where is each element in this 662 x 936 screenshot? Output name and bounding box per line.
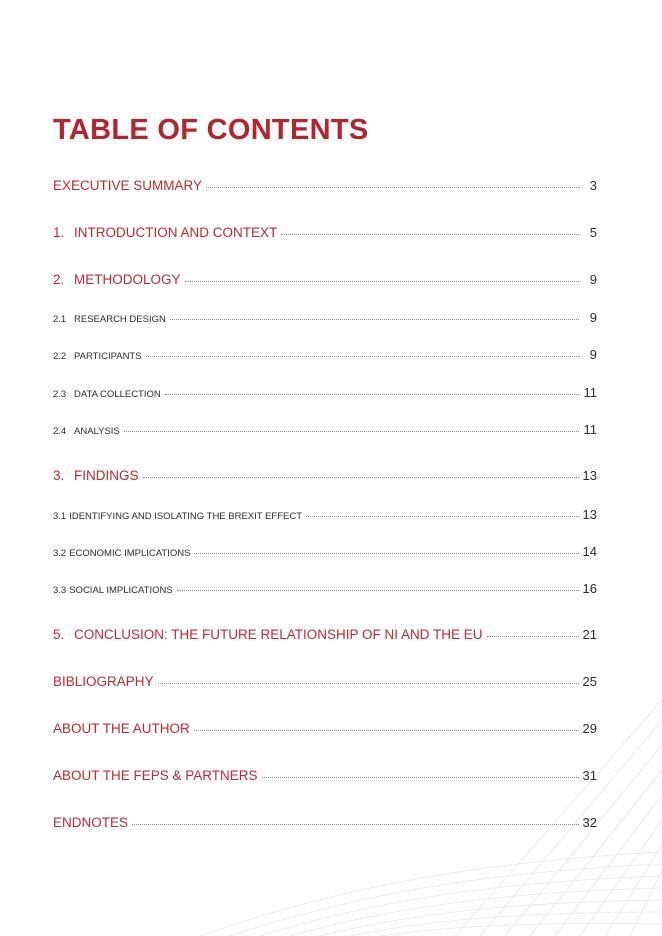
toc-entry-label: ANALYSIS — [74, 426, 120, 437]
toc-entry-number: 2.4 — [53, 426, 67, 437]
toc-leader-dots — [124, 431, 579, 432]
toc-entry-endnotes[interactable] — [53, 815, 597, 830]
toc-page-number: 9 — [589, 310, 597, 325]
toc-entry-label: CONCLUSION: THE FUTURE RELATIONSHIP OF NI AND THE EU — [74, 627, 483, 642]
toc-page-number: 21 — [582, 627, 597, 642]
toc-leader-dots — [143, 477, 579, 478]
toc-entry-executive-summary[interactable] — [53, 178, 597, 193]
toc-page-number: 13 — [582, 507, 597, 522]
page-title: TABLE OF CONTENTS — [53, 114, 369, 146]
toc-leader-dots — [206, 187, 579, 188]
toc-entry-number: 1. — [53, 225, 65, 240]
toc-entry-methodology[interactable] — [53, 272, 597, 287]
toc-entry-number: 2.3 — [53, 389, 67, 400]
toc-page-number: 9 — [589, 272, 597, 287]
toc-page-number: 25 — [582, 674, 597, 689]
toc-entry-label: PARTICIPANTS — [74, 351, 142, 362]
toc-entry-number: 3.1 — [53, 511, 67, 522]
toc-entry-label: IDENTIFYING AND ISOLATING THE BREXIT EFFECT — [69, 511, 303, 522]
toc-entry-social-implications[interactable] — [53, 581, 597, 596]
toc-leader-dots — [281, 234, 579, 235]
toc-entry-label: DATA COLLECTION — [74, 389, 161, 400]
toc-page-number: 9 — [589, 347, 597, 362]
toc-leader-dots — [185, 281, 579, 282]
toc-page-number: 3 — [589, 178, 597, 193]
toc-entry-label: INTRODUCTION AND CONTEXT — [74, 225, 278, 240]
toc-entry-label: ABOUT THE AUTHOR — [53, 721, 190, 736]
toc-entry-label: METHODOLOGY — [74, 272, 181, 287]
toc-leader-dots — [146, 356, 579, 357]
toc-entry-number: 2. — [53, 272, 65, 287]
toc-entry-number: 3.3 — [53, 585, 67, 596]
toc-page-number: 16 — [582, 581, 597, 596]
toc-entry-bibliography[interactable] — [53, 674, 597, 689]
toc-entry-number: 5. — [53, 627, 65, 642]
toc-leader-dots — [194, 553, 578, 554]
toc-entry-number: 3. — [53, 468, 65, 483]
toc-entry-label: ENDNOTES — [53, 815, 129, 830]
toc-entry-data-collection[interactable] — [53, 385, 597, 400]
toc-entry-label: SOCIAL IMPLICATIONS — [69, 585, 173, 596]
toc-entry-label: BIBLIOGRAPHY — [53, 674, 154, 689]
toc-entry-label: RESEARCH DESIGN — [74, 314, 166, 325]
toc-entry-about-feps[interactable] — [53, 768, 597, 783]
toc-leader-dots — [158, 683, 579, 684]
toc-leader-dots — [306, 516, 579, 517]
toc-page-number: 13 — [582, 468, 597, 483]
toc-entry-economic-implications[interactable] — [53, 544, 597, 559]
toc-page-number: 11 — [583, 385, 597, 400]
toc-entry-label: ABOUT THE FEPS & PARTNERS — [53, 768, 258, 783]
toc-entry-label: ECONOMIC IMPLICATIONS — [69, 548, 191, 559]
toc-entry-participants[interactable] — [53, 347, 597, 362]
toc-entry-label: FINDINGS — [74, 468, 139, 483]
toc-entry-number: 2.2 — [53, 351, 67, 362]
toc-leader-dots — [170, 319, 579, 320]
toc-entry-conclusion[interactable] — [53, 627, 597, 642]
toc-entry-analysis[interactable] — [53, 422, 597, 437]
toc-entry-about-the-author[interactable] — [53, 721, 597, 736]
toc-entry-findings[interactable] — [53, 468, 597, 483]
toc-entry-label: EXECUTIVE SUMMARY — [53, 178, 203, 193]
toc-entry-number: 3.2 — [53, 548, 67, 559]
toc-page-number: 11 — [583, 422, 597, 437]
toc-leader-dots — [262, 777, 579, 778]
toc-leader-dots — [165, 394, 579, 395]
toc-page-number: 5 — [589, 225, 597, 240]
toc-page-number: 32 — [582, 815, 597, 830]
toc-entry-brexit-effect[interactable] — [53, 507, 597, 522]
toc-entry-research-design[interactable] — [53, 310, 597, 325]
toc-page-number: 14 — [582, 544, 597, 559]
toc-leader-dots — [487, 636, 579, 637]
toc-page-number: 29 — [582, 721, 597, 736]
toc-leader-dots — [177, 590, 579, 591]
toc-leader-dots — [194, 730, 579, 731]
toc-entry-introduction[interactable] — [53, 225, 597, 240]
toc-page-number: 31 — [582, 768, 597, 783]
toc-entry-number: 2.1 — [53, 314, 67, 325]
toc-leader-dots — [132, 824, 579, 825]
